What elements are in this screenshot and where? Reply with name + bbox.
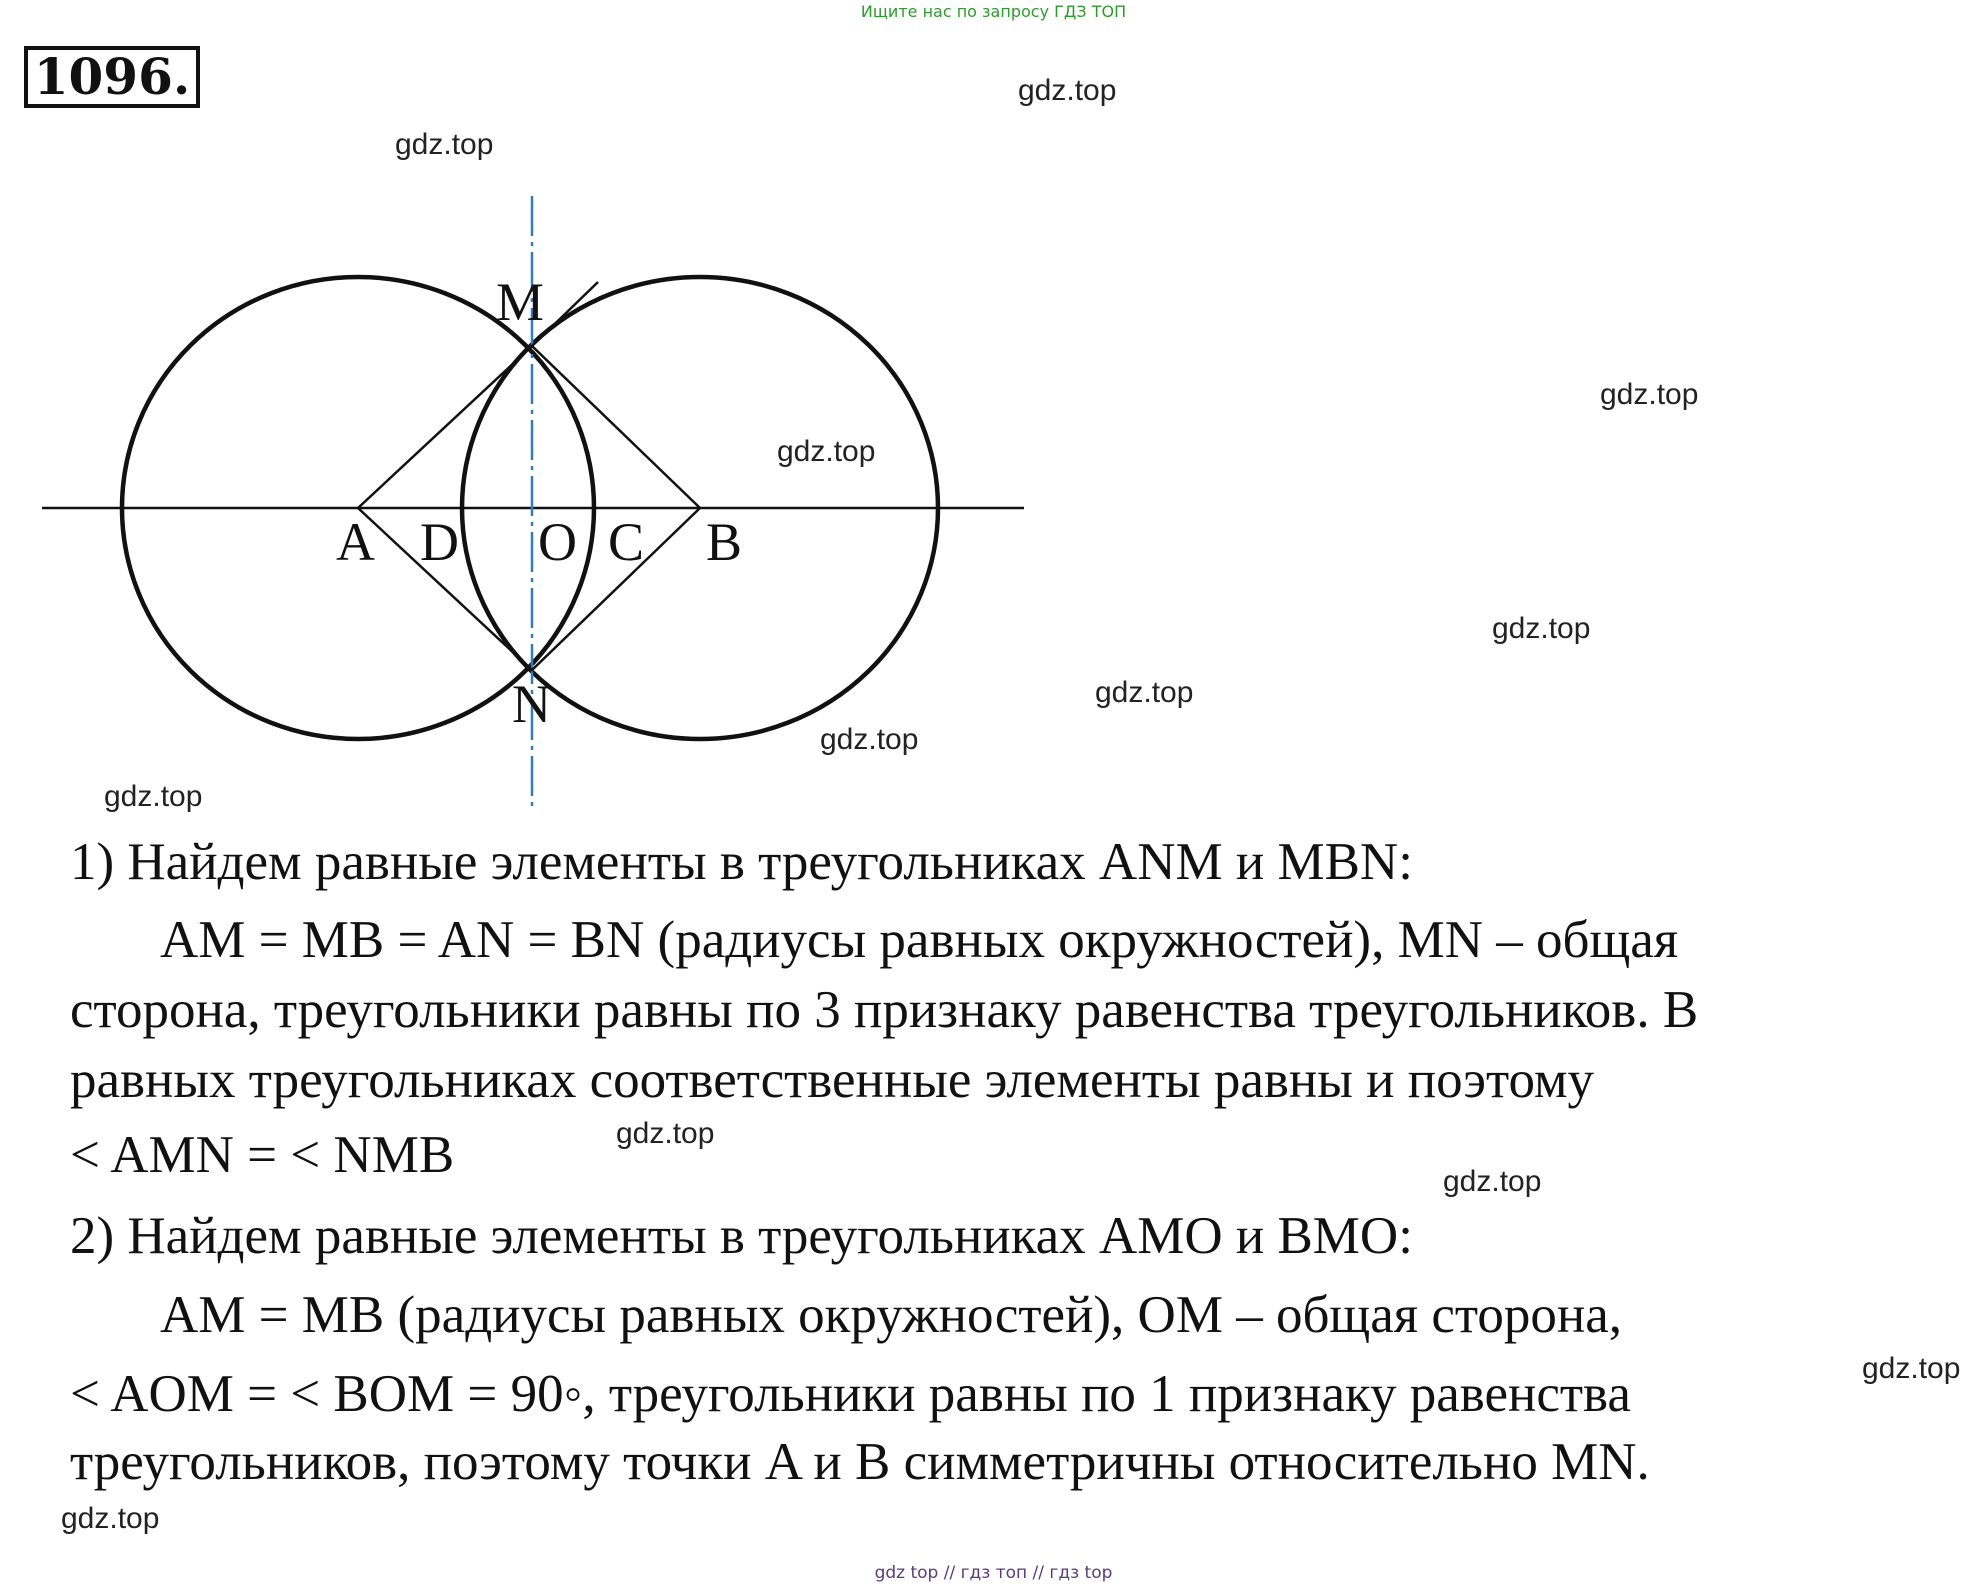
watermark: gdz.top: [616, 1117, 715, 1150]
watermark: gdz.top: [1492, 612, 1591, 645]
watermark: gdz.top: [395, 128, 494, 161]
watermark: gdz.top: [61, 1502, 160, 1535]
part1-line: < AMN = < NMB: [70, 1126, 455, 1184]
part2-title: 2) Найдем равные элементы в треугольниках AMO и BMO:: [70, 1207, 1413, 1265]
header-note: Ищите нас по запросу ГДЗ ТОП: [860, 2, 1127, 21]
point-label-a: A: [336, 512, 375, 572]
part1-line: AM = MB = AN = BN (радиусы равных окружностей), MN – общая: [160, 911, 1679, 969]
part2-line: < AOM = < BOM = 90◦, треугольники равны по 1 признаку равенства: [70, 1365, 1631, 1423]
watermark: gdz.top: [1443, 1165, 1542, 1198]
part2-line: AM = MB (радиусы равных окружностей), OM – общая сторона,: [160, 1286, 1623, 1344]
part1-title: 1) Найдем равные элементы в треугольниках ANM и MBN:: [70, 833, 1413, 891]
point-label-o: O: [538, 512, 577, 572]
point-label-n: N: [512, 674, 551, 734]
part1-line: сторона, треугольники равны по 3 признаку равенства треугольников. В: [70, 981, 1699, 1039]
part1-line: равных треугольниках соответственные элементы равны и поэтому: [70, 1051, 1594, 1109]
watermark: gdz.top: [777, 435, 876, 468]
watermark: gdz.top: [1600, 378, 1699, 411]
watermark: gdz.top: [1095, 676, 1194, 709]
point-label-c: C: [608, 512, 645, 572]
part2-line: треугольников, поэтому точки A и B симметричны относительно MN.: [70, 1433, 1650, 1491]
watermark: gdz.top: [1018, 74, 1117, 107]
watermark: gdz.top: [820, 723, 919, 756]
geometry-figure: [40, 190, 1030, 820]
footer-note: gdz top // гдз топ // гдз top: [874, 1563, 1113, 1583]
point-label-d: D: [420, 512, 459, 572]
watermark: gdz.top: [1862, 1352, 1961, 1385]
watermark: gdz.top: [104, 780, 203, 813]
point-label-b: B: [706, 512, 743, 572]
point-label-m: M: [496, 272, 545, 332]
problem-number: 1096.: [24, 46, 200, 108]
